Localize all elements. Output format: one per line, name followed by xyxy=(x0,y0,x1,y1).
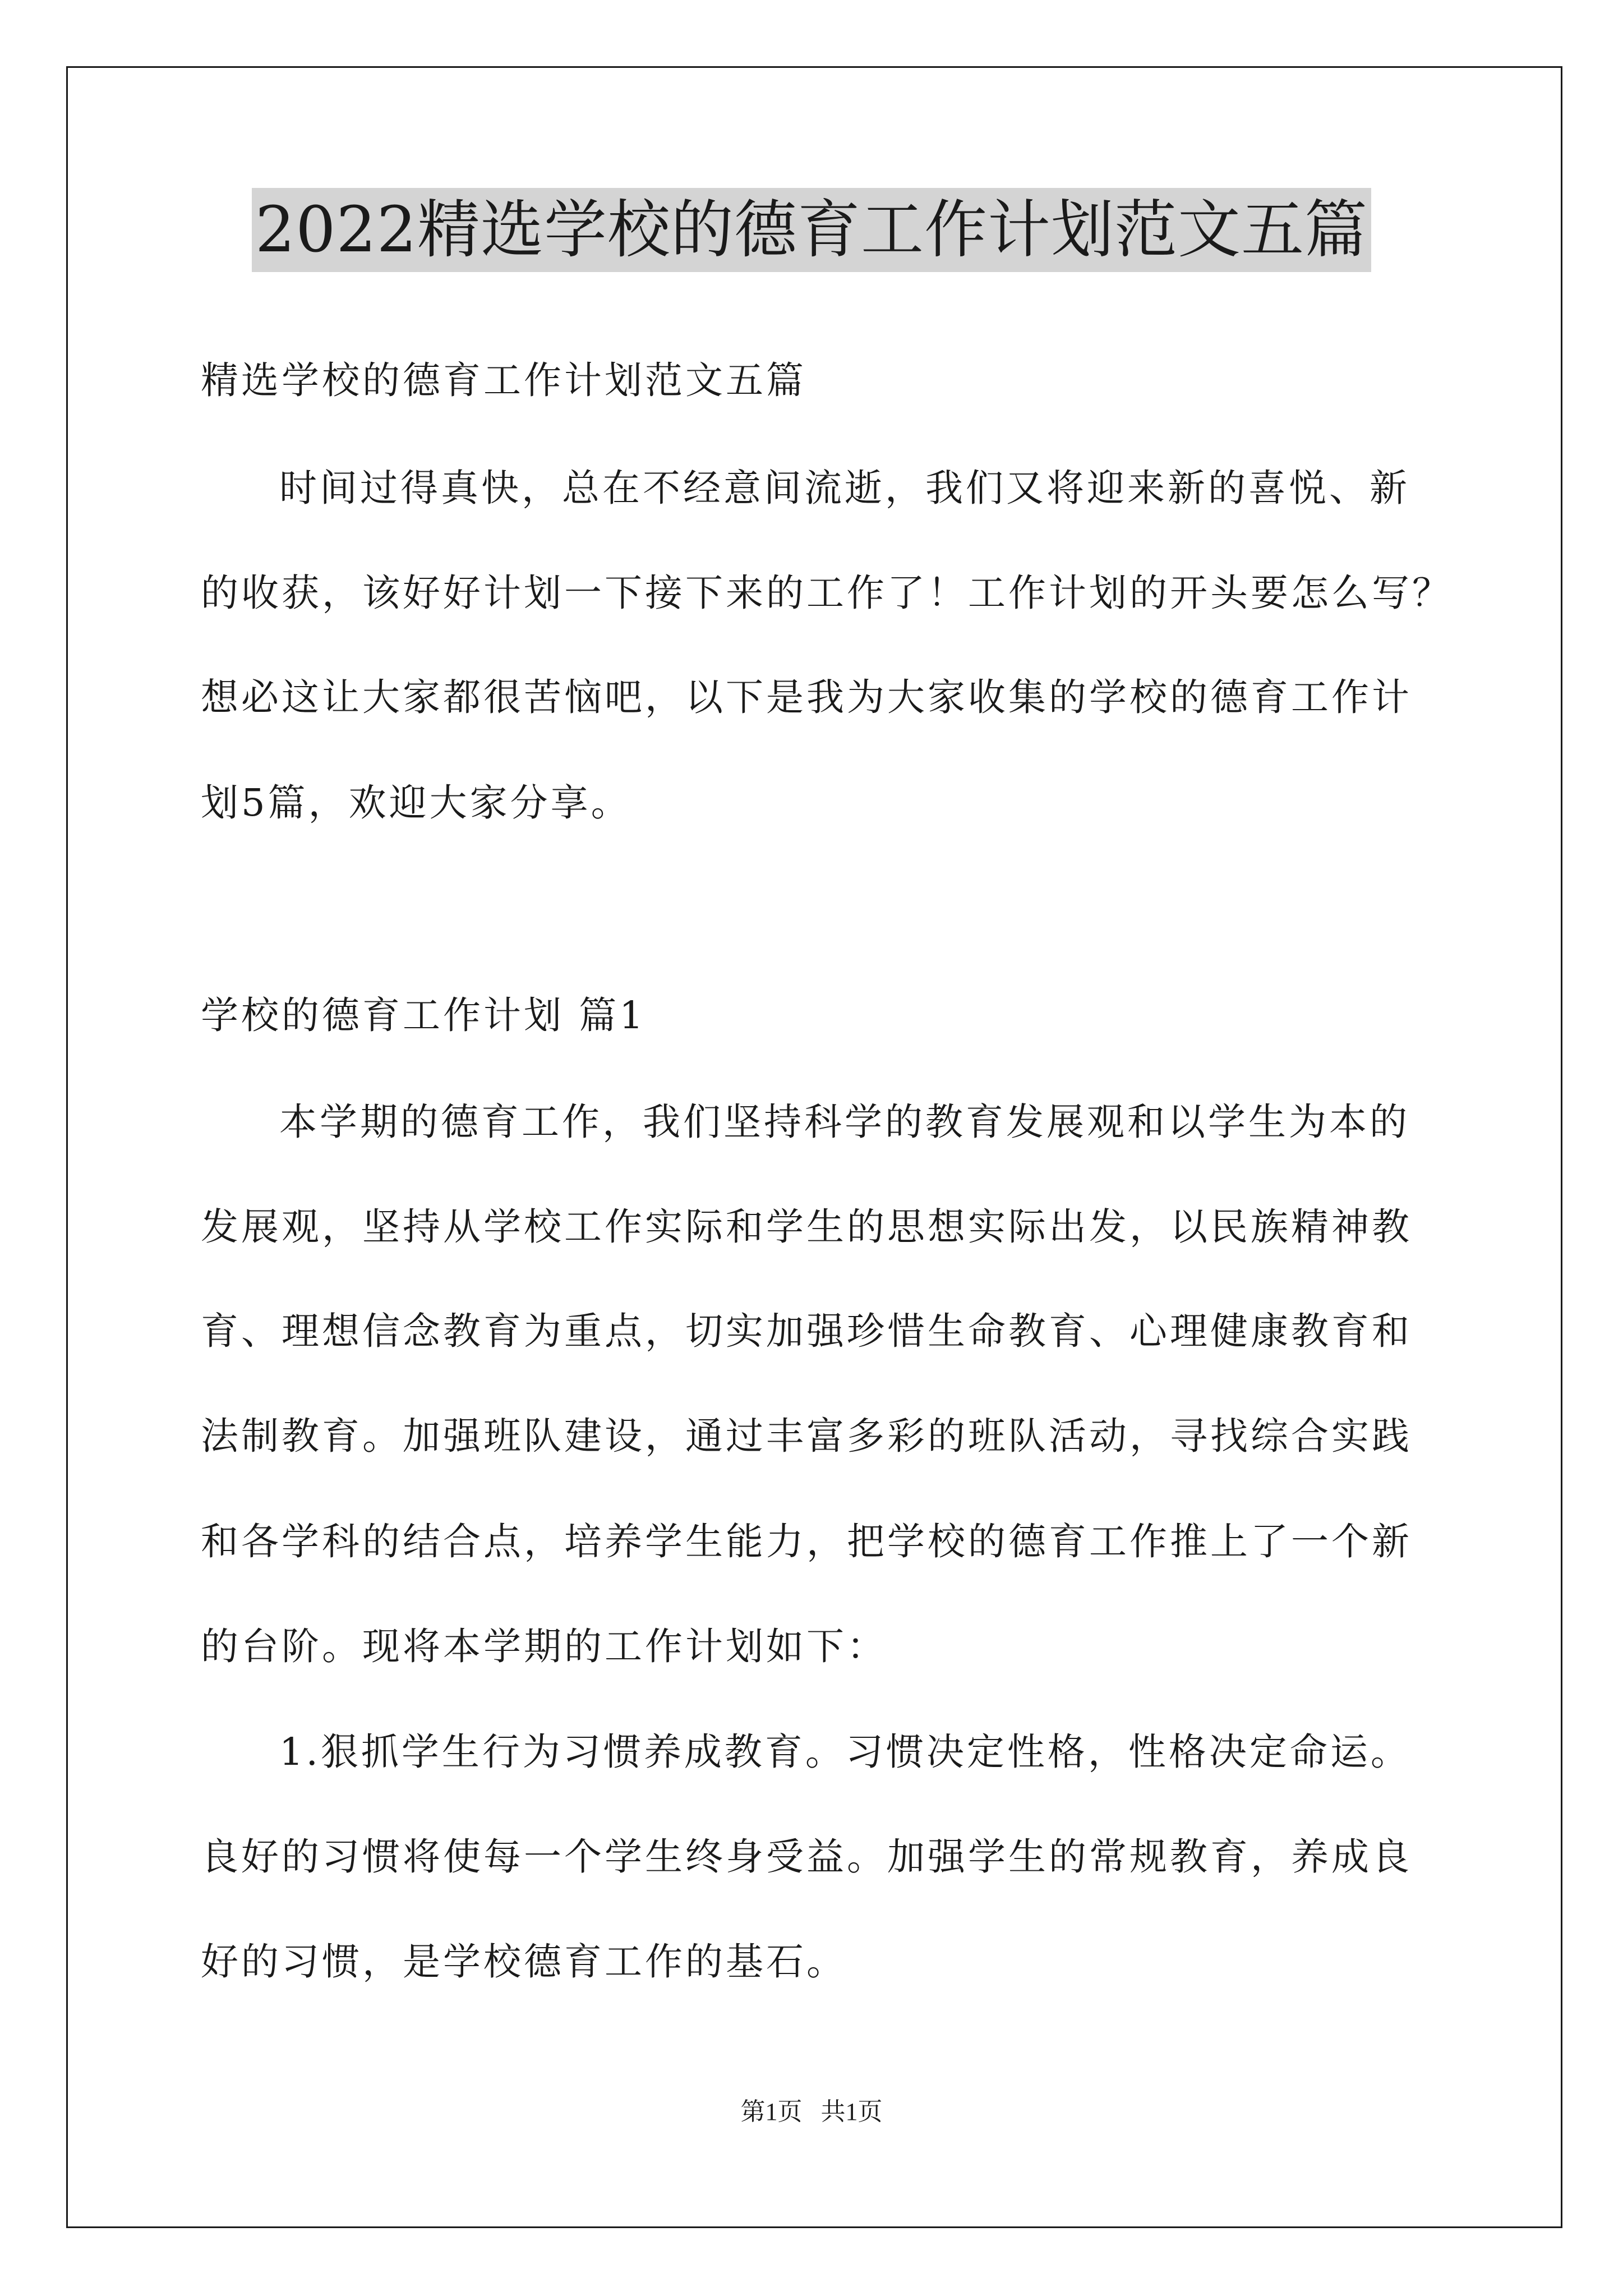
intro-line-1: 时间过得真快，总在不经意间流逝，我们又将迎来新的喜悦、新 xyxy=(279,466,1410,510)
paragraph1-line-2: 发展观，坚持从学校工作实际和学生的思想实际出发，以民族精神教 xyxy=(201,1205,1412,1249)
paragraph2-line-2: 良好的习惯将使每一个学生终身受益。加强学生的常规教育，养成良 xyxy=(201,1835,1412,1879)
page-number-footer: 第1页 共1页 xyxy=(740,2098,883,2125)
paragraph1-line-5: 和各学科的结合点，培养学生能力，把学校的德育工作推上了一个新 xyxy=(201,1520,1412,1563)
document-subtitle: 精选学校的德育工作计划范文五篇 xyxy=(201,358,806,402)
paragraph1-line-6: 的台阶。现将本学期的工作计划如下： xyxy=(201,1625,887,1668)
title-container xyxy=(0,188,1623,272)
paragraph2-line-1: 1.狠抓学生行为习惯养成教育。习惯决定性格，性格决定命运。 xyxy=(279,1730,1411,1774)
section-heading: 学校的德育工作计划 篇1 xyxy=(201,993,646,1037)
paragraph1-line-1: 本学期的德育工作，我们坚持科学的教育发展观和以学生为本的 xyxy=(279,1100,1410,1144)
document-title: 2022精选学校的德育工作计划范文五篇 xyxy=(252,188,1371,272)
paragraph1-line-4: 法制教育。加强班队建设，通过丰富多彩的班队活动，寻找综合实践 xyxy=(201,1414,1412,1458)
intro-line-2: 的收获，该好好计划一下接下来的工作了！工作计划的开头要怎么写？ xyxy=(201,571,1453,615)
intro-line-4: 划5篇，欢迎大家分享。 xyxy=(201,781,631,825)
paragraph1-line-3: 育、理想信念教育为重点，切实加强珍惜生命教育、心理健康教育和 xyxy=(201,1309,1412,1353)
paragraph2-line-3: 好的习惯，是学校德育工作的基石。 xyxy=(201,1940,847,1984)
intro-line-3: 想必这让大家都很苦恼吧，以下是我为大家收集的学校的德育工作计 xyxy=(201,675,1412,719)
